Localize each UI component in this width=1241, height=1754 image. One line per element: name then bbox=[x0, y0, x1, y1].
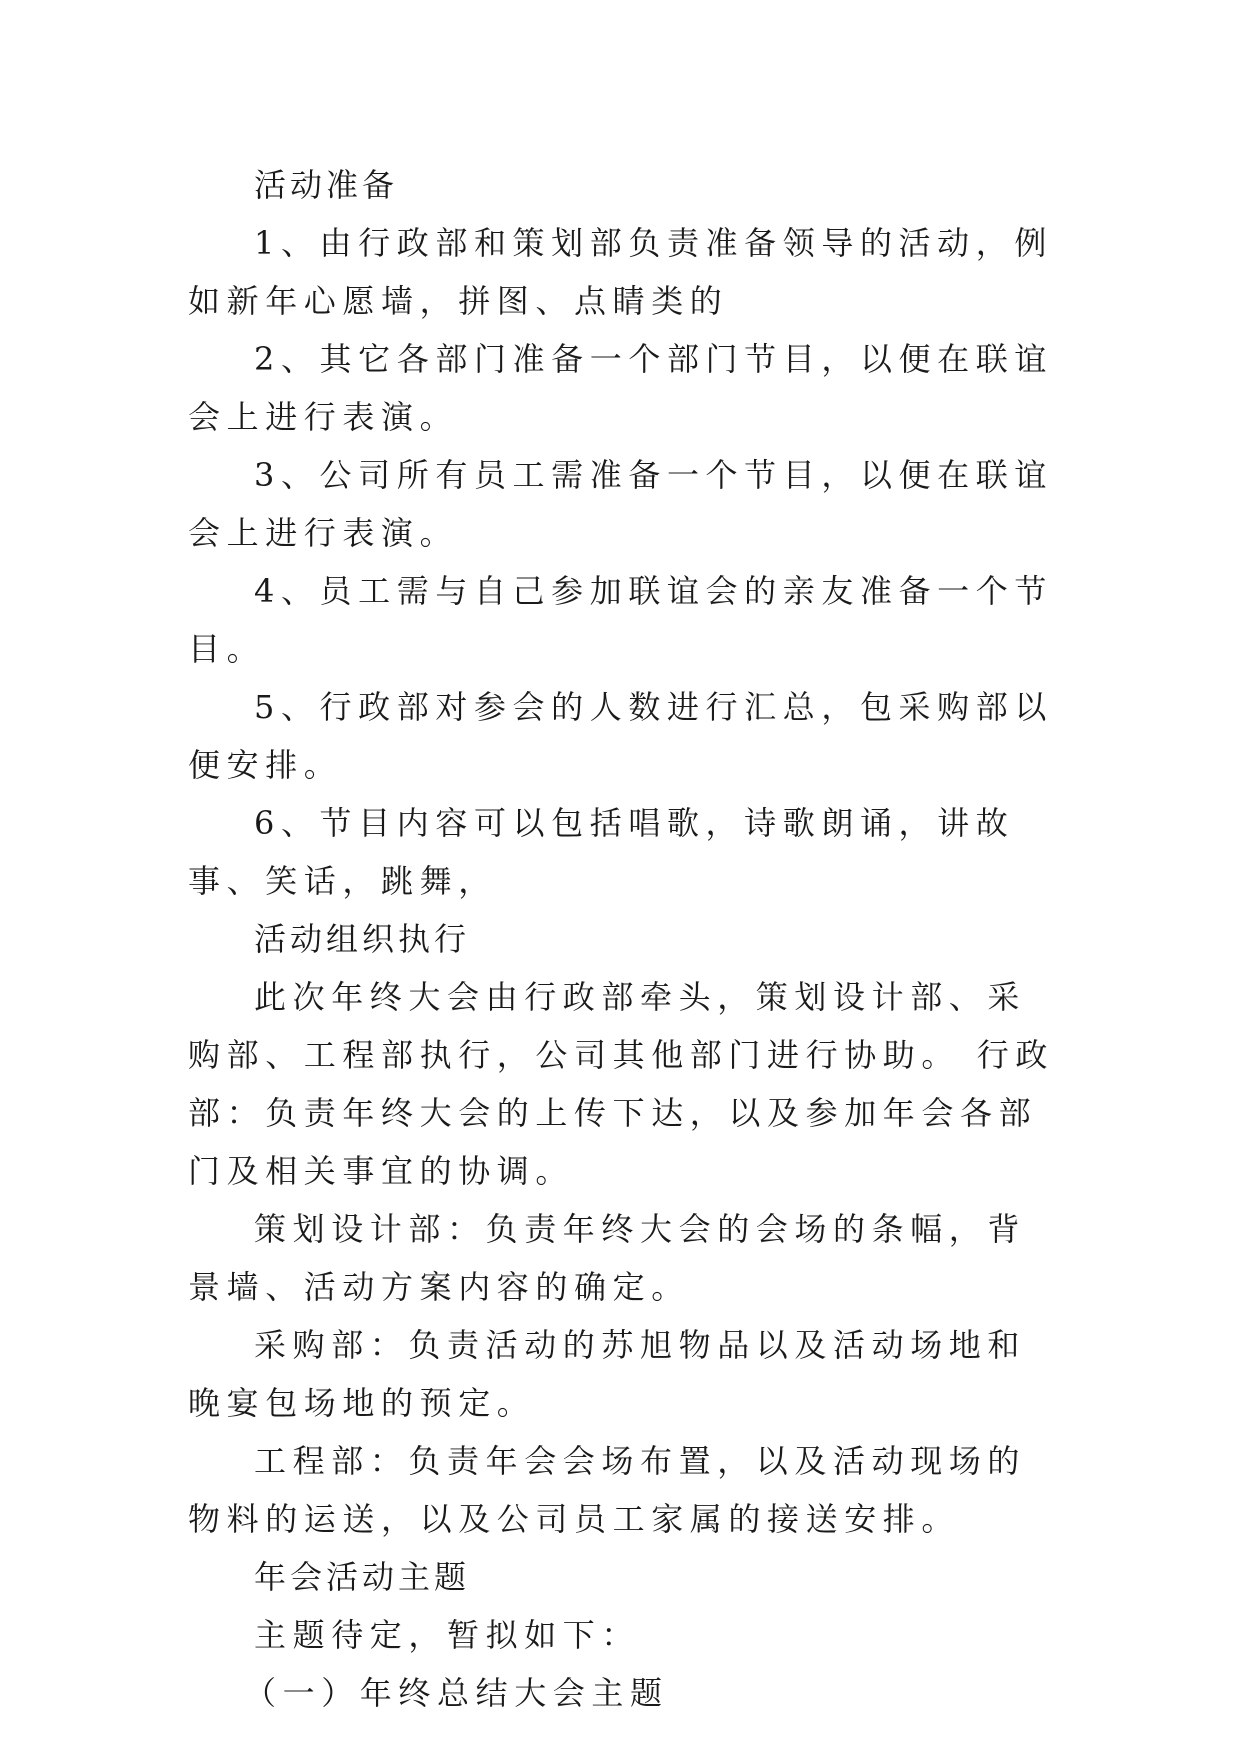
paragraph-theme-subheading: （一）年终总结大会主题 bbox=[244, 1674, 669, 1712]
paragraph-item-1: 1、由行政部和策划部负责准备领导的活动，例如新年心愿墙，拼图、点睛类的 bbox=[188, 224, 1053, 320]
paragraph-planning-design-dept: 策划设计部：负责年终大会的会场的条幅，背景墙、活动方案内容的确定。 bbox=[188, 1210, 1027, 1306]
paragraph-item-2: 2、其它各部门准备一个部门节目，以便在联谊会上进行表演。 bbox=[188, 340, 1053, 436]
paragraph-item-3: 3、公司所有员工需准备一个节目，以便在联谊会上进行表演。 bbox=[188, 456, 1053, 552]
paragraph-theme-pending: 主题待定，暂拟如下： bbox=[254, 1616, 641, 1654]
section-heading-annual-theme: 年会活动主题 bbox=[254, 1558, 471, 1596]
paragraph-purchasing-dept: 采购部：负责活动的苏旭物品以及活动场地和晚宴包场地的预定。 bbox=[188, 1326, 1027, 1422]
section-heading-activity-execution: 活动组织执行 bbox=[254, 920, 471, 958]
paragraph-engineering-dept: 工程部：负责年会会场布置，以及活动现场的物料的运送，以及公司员工家属的接送安排。 bbox=[188, 1442, 1027, 1538]
paragraph-item-6: 6、节目内容可以包括唱歌，诗歌朗诵，讲故事、笑话，跳舞， bbox=[188, 804, 1015, 900]
paragraph-execution-overview: 此次年终大会由行政部牵头，策划设计部、采购部、工程部执行，公司其他部门进行协助。 行政部：负责年终大会的上传下达，以及参加年会各部门及相关事宜的协调。 bbox=[188, 978, 1054, 1190]
paragraph-item-5: 5、行政部对参会的人数进行汇总，包采购部以便安排。 bbox=[188, 688, 1053, 784]
paragraph-item-4: 4、员工需与自己参加联谊会的亲友准备一个节目。 bbox=[188, 572, 1053, 668]
document-page bbox=[188, 156, 1064, 1722]
section-heading-activity-preparation: 活动准备 bbox=[254, 166, 399, 204]
